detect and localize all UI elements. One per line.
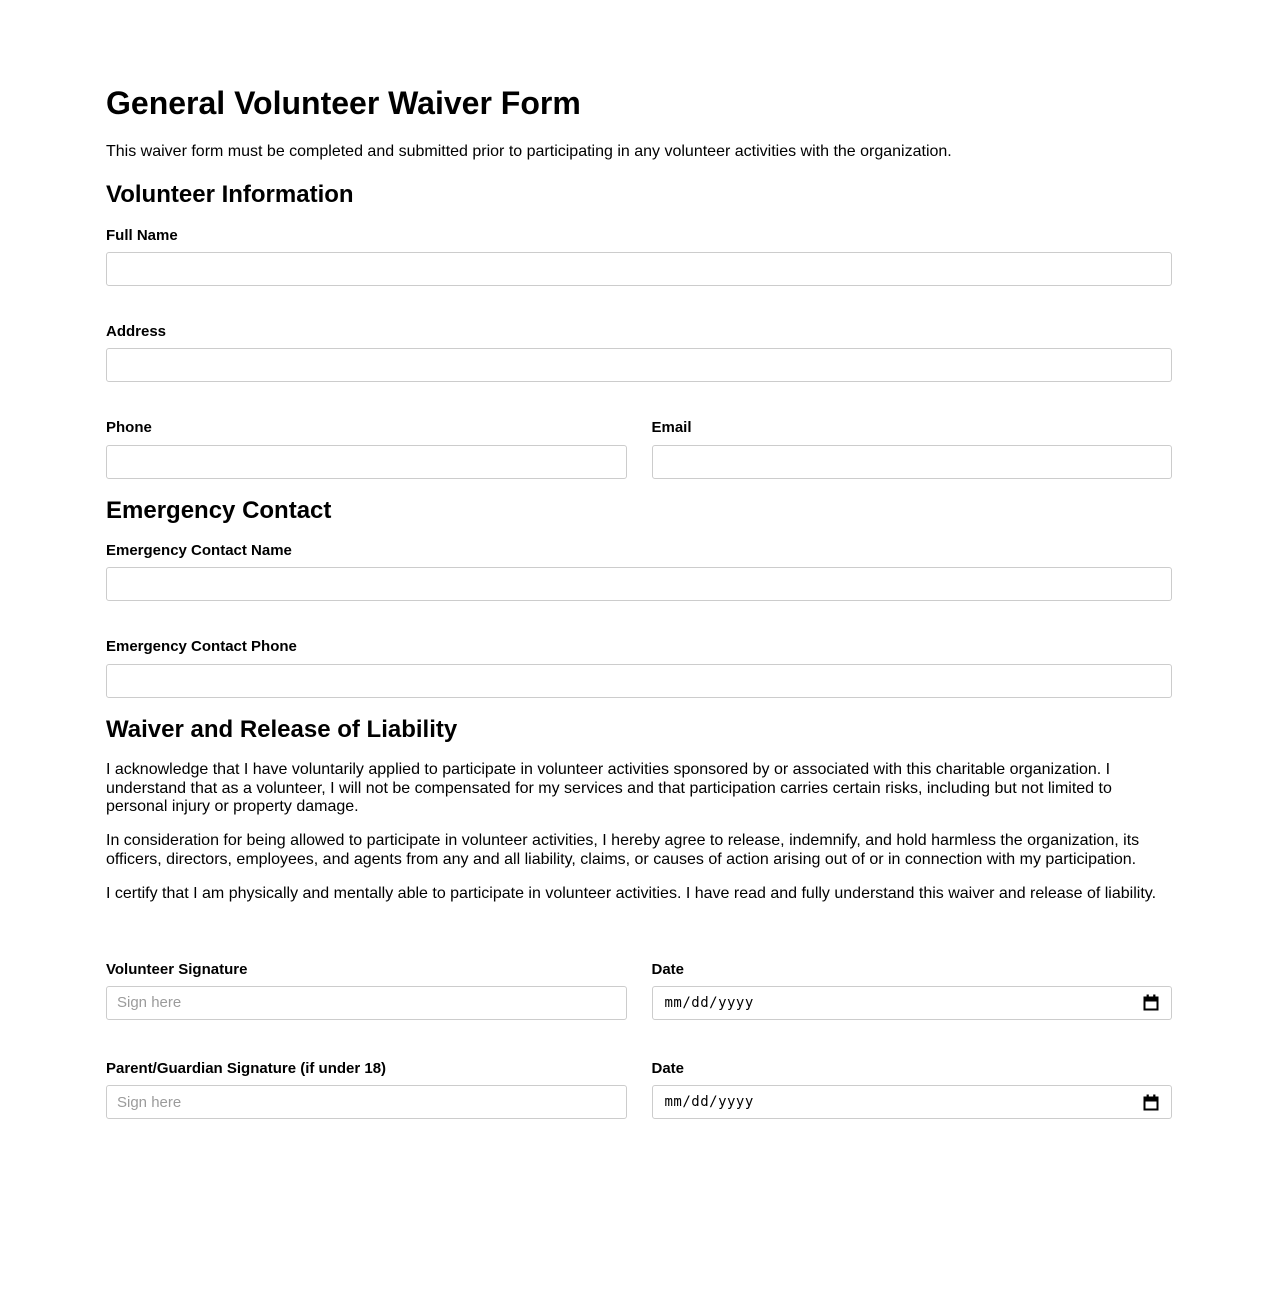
emergency-contact-phone-input[interactable] [106,664,1172,698]
email-input[interactable] [652,445,1173,479]
field-address [106,323,1172,382]
date-placeholder-text: mm/dd/yyyy [664,1094,754,1111]
guardian-date-label: Date [651,1059,685,1077]
waiver-paragraph-3: I certify that I am physically and mentally able to participate in volunteer activities. I have read and fully understand this waiver and release of liability. [106,885,1157,903]
full-name-input[interactable] [106,252,1172,286]
field-guardian-date [652,1060,1173,1119]
section-heading-waiver: Waiver and Release of Liability [106,715,458,743]
volunteer-signature-column [106,961,627,1020]
address-label: Address [106,323,167,341]
waiver-text-block [106,761,1172,903]
guardian-date-column [652,1060,1173,1119]
guardian-signature-input[interactable] [106,1085,627,1119]
field-email [652,419,1173,478]
emergency-contact-name-label: Emergency Contact Name [106,542,292,560]
emergency-contact-name-input[interactable] [106,567,1172,601]
intro-text: This waiver form must be completed and submitted prior to participating in any volunteer activities with the organization. [106,142,952,160]
section-heading-emergency-contact: Emergency Contact [106,496,332,524]
phone-email-row [106,419,1172,478]
guardian-signature-column [106,1060,627,1119]
guardian-date-input[interactable] [652,1085,1173,1119]
waiver-paragraph-2: In consideration for being allowed to participate in volunteer activities, I hereby agree to release, indemnify, and hold harmless the organization, its officers, directors, employees, and agents from any and all liability, claims, or causes of action arising out of or in connection with my participation. [106,832,1140,868]
guardian-signature-label: Parent/Guardian Signature (if under 18) [106,1059,387,1077]
field-full-name [106,227,1172,286]
waiver-paragraph-1: I acknowledge that I have voluntarily applied to participate in volunteer activities sponsored by or associated with this charitable organization. I understand that as a volunteer, I will not be compensated for my services and that participation carries certain risks, including but not limited to personal injury or property damage. [106,761,1112,815]
volunteer-signature-input[interactable] [106,986,627,1020]
address-input[interactable] [106,348,1172,382]
volunteer-signature-row [106,961,1172,1020]
field-volunteer-signature [106,961,627,1020]
volunteer-waiver-form [106,0,1172,1297]
volunteer-date-column [652,961,1173,1020]
phone-label: Phone [106,419,152,437]
field-volunteer-date [652,961,1173,1020]
email-label: Email [651,419,692,437]
field-phone [106,419,627,478]
signature-section [106,961,1172,1120]
field-emergency-contact-phone [106,638,1172,697]
volunteer-date-input[interactable] [652,986,1173,1020]
volunteer-date-label: Date [651,960,685,978]
full-name-label: Full Name [106,226,178,244]
guardian-signature-row [106,1060,1172,1119]
page-title: General Volunteer Waiver Form [106,85,581,121]
volunteer-signature-label: Volunteer Signature [106,960,248,978]
emergency-contact-phone-label: Emergency Contact Phone [106,638,297,656]
phone-column [106,419,627,478]
field-guardian-signature [106,1060,627,1119]
field-emergency-contact-name [106,542,1172,601]
calendar-icon[interactable] [1143,994,1159,1011]
section-heading-volunteer-information: Volunteer Information [106,181,354,209]
date-placeholder-text: mm/dd/yyyy [664,994,754,1011]
email-column [652,419,1173,478]
phone-input[interactable] [106,445,627,479]
calendar-icon[interactable] [1143,1094,1159,1111]
